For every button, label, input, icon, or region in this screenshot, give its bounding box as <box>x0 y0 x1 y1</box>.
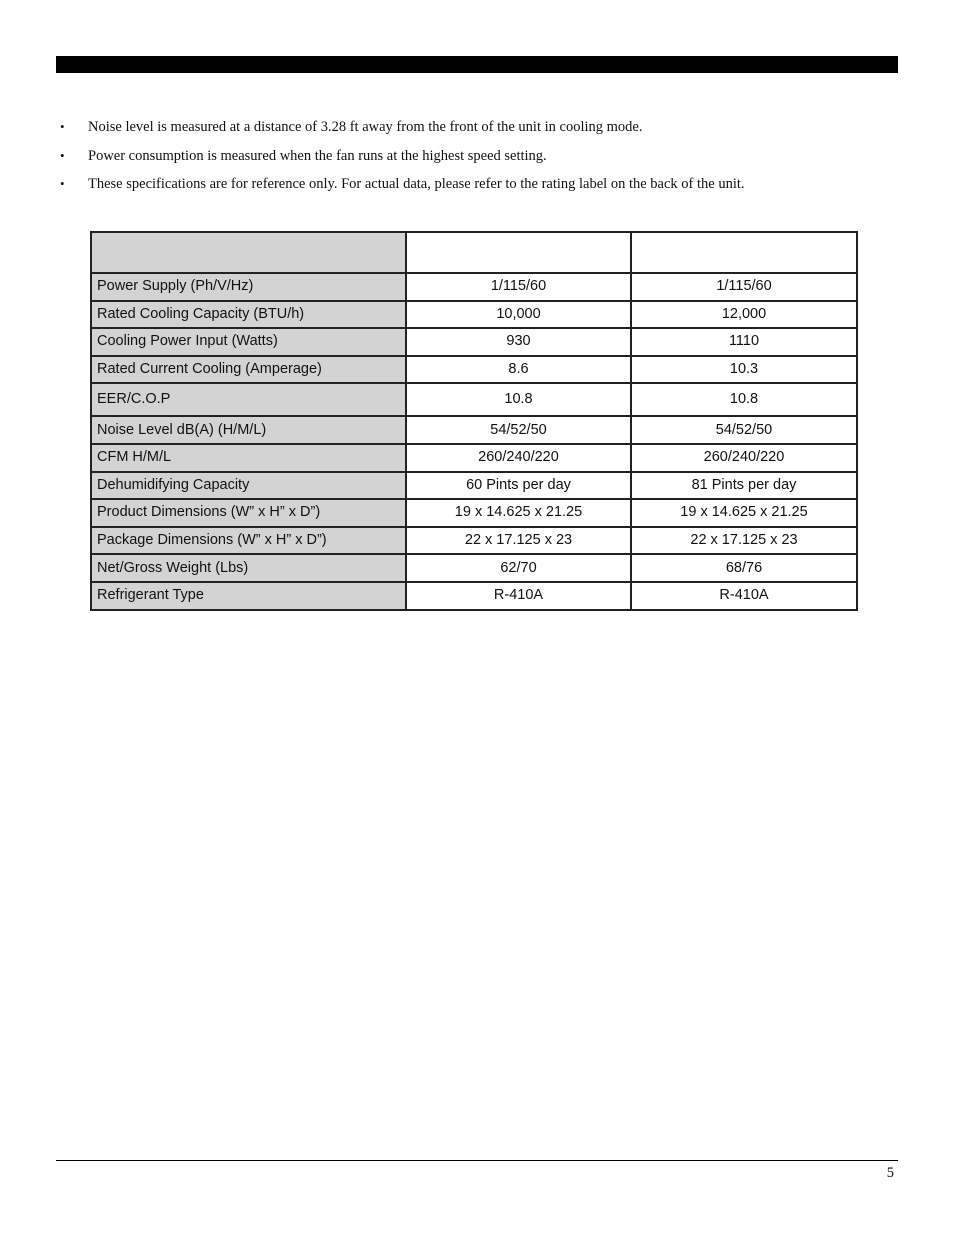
spec-value-model-2: 10.3 <box>631 356 857 384</box>
spec-value-model-2: 19 x 14.625 x 21.25 <box>631 499 857 527</box>
notes-list <box>58 116 898 202</box>
footer-divider <box>56 1160 898 1161</box>
spec-value-model-1: 260/240/220 <box>406 444 631 472</box>
spec-value-model-1: 8.6 <box>406 356 631 384</box>
note-item <box>58 173 898 202</box>
table-row <box>91 328 857 356</box>
page-number: 5 <box>886 1165 894 1181</box>
spec-label: Product Dimensions (W” x H” x D”) <box>91 499 406 527</box>
specifications-table <box>90 231 858 611</box>
spec-label: Rated Cooling Capacity (BTU/h) <box>91 301 406 329</box>
table-row <box>91 383 857 416</box>
table-row <box>91 301 857 329</box>
spec-value-model-2: 10.8 <box>631 383 857 416</box>
spec-value-model-2: 54/52/50 <box>631 416 857 444</box>
spec-value-model-1: 62/70 <box>406 554 631 582</box>
table-row <box>91 444 857 472</box>
note-item <box>58 116 898 145</box>
table-row <box>91 527 857 555</box>
header-cell-label <box>91 232 406 273</box>
spec-value-model-1: 60 Pints per day <box>406 472 631 500</box>
spec-value-model-1: 54/52/50 <box>406 416 631 444</box>
table-row <box>91 554 857 582</box>
note-text: These specifications are for reference only. For actual data, please refer to the rating label on the back of the unit. <box>88 176 745 192</box>
spec-value-model-1: 930 <box>406 328 631 356</box>
table-row <box>91 472 857 500</box>
spec-label: Package Dimensions (W” x H” x D”) <box>91 527 406 555</box>
table-row <box>91 356 857 384</box>
spec-label: Noise Level dB(A) (H/M/L) <box>91 416 406 444</box>
spec-value-model-1: 19 x 14.625 x 21.25 <box>406 499 631 527</box>
spec-label: Dehumidifying Capacity <box>91 472 406 500</box>
spec-value-model-2: 22 x 17.125 x 23 <box>631 527 857 555</box>
spec-label: Cooling Power Input (Watts) <box>91 328 406 356</box>
spec-value-model-1: 10,000 <box>406 301 631 329</box>
spec-value-model-1: 10.8 <box>406 383 631 416</box>
bullet-icon: • <box>60 119 65 134</box>
note-text: Noise level is measured at a distance of 3.28 ft away from the front of the unit in cooling mode. <box>88 119 643 135</box>
header-cell-model-1 <box>406 232 631 273</box>
table-row <box>91 273 857 301</box>
spec-value-model-2: 1/115/60 <box>631 273 857 301</box>
spec-label: CFM H/M/L <box>91 444 406 472</box>
table-row <box>91 499 857 527</box>
table-header-row <box>91 232 857 273</box>
spec-label: Power Supply (Ph/V/Hz) <box>91 273 406 301</box>
table-row <box>91 582 857 610</box>
spec-label: Rated Current Cooling (Amperage) <box>91 356 406 384</box>
spec-value-model-2: 1110 <box>631 328 857 356</box>
spec-value-model-2: 81 Pints per day <box>631 472 857 500</box>
note-item <box>58 145 898 174</box>
spec-value-model-1: R-410A <box>406 582 631 610</box>
spec-value-model-2: 12,000 <box>631 301 857 329</box>
spec-value-model-2: 260/240/220 <box>631 444 857 472</box>
header-bar <box>56 56 898 73</box>
spec-label: Refrigerant Type <box>91 582 406 610</box>
note-text: Power consumption is measured when the fan runs at the highest speed setting. <box>88 147 547 164</box>
spec-value-model-2: R-410A <box>631 582 857 610</box>
spec-value-model-1: 1/115/60 <box>406 273 631 301</box>
bullet-icon: • <box>60 176 65 191</box>
spec-label: EER/C.O.P <box>91 383 406 416</box>
spec-label: Net/Gross Weight (Lbs) <box>91 554 406 582</box>
spec-value-model-1: 22 x 17.125 x 23 <box>406 527 631 555</box>
spec-value-model-2: 68/76 <box>631 554 857 582</box>
bullet-icon: • <box>60 147 65 163</box>
table-row <box>91 416 857 444</box>
header-cell-model-2 <box>631 232 857 273</box>
